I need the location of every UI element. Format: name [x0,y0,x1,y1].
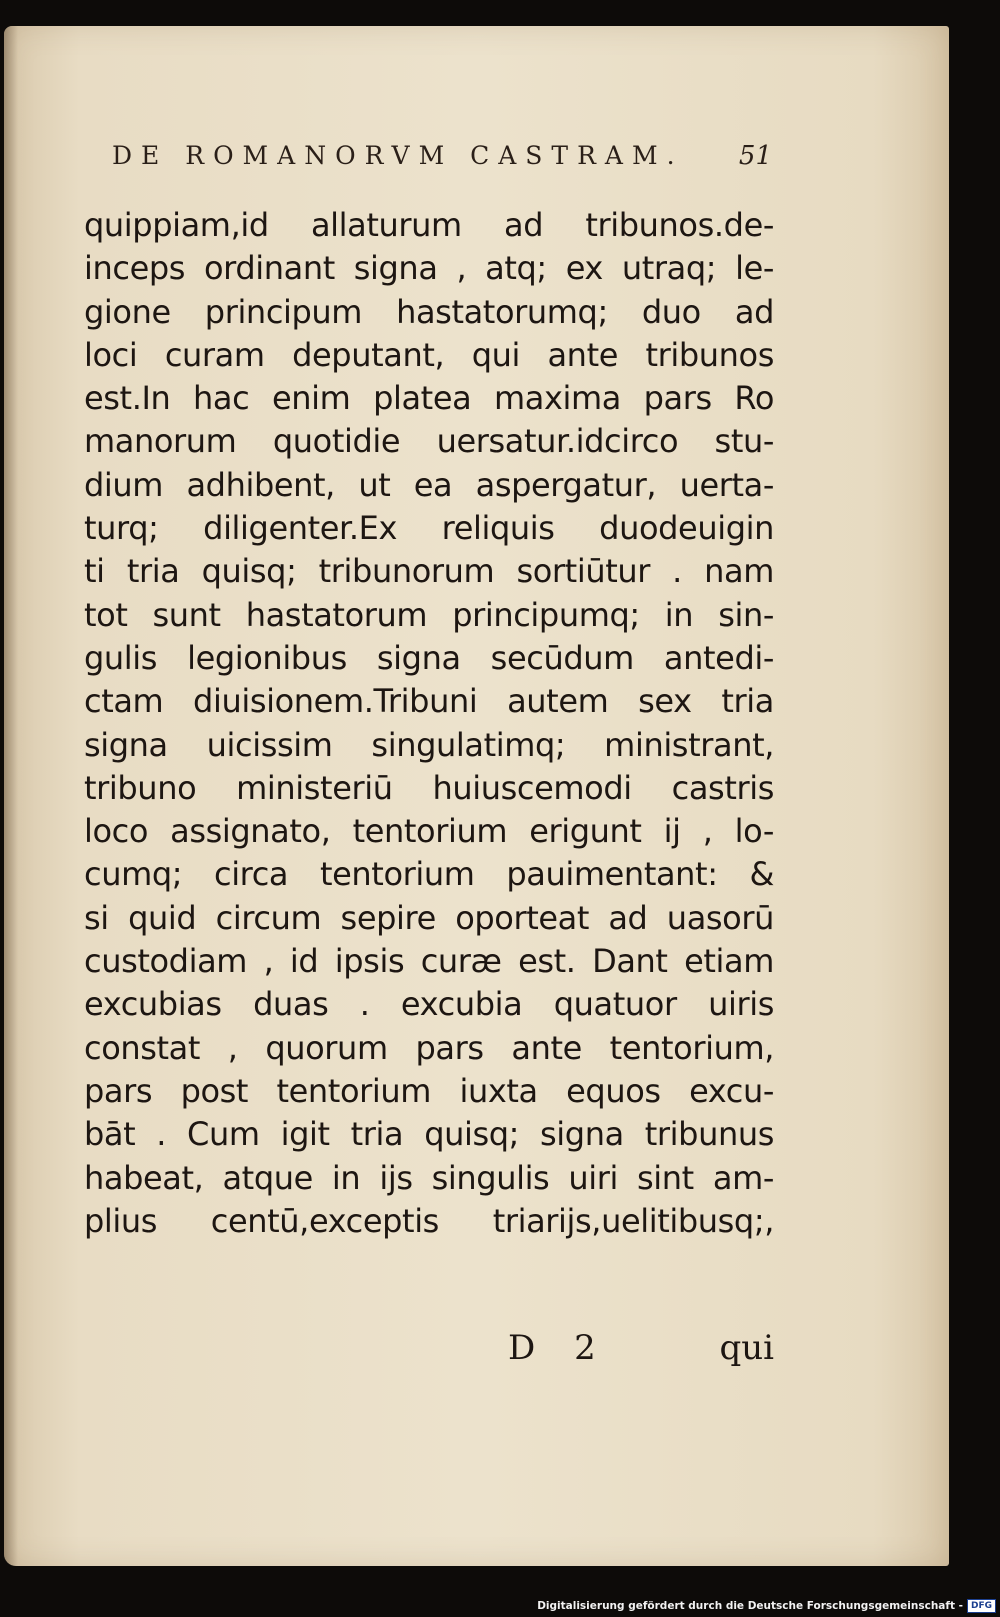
text-line: ti tria quisq; tribunorum sortiūtur . nam [84,552,774,591]
text-line: turq; diligenter.Ex reliquis duodeuigin [84,509,774,548]
digitization-credit [537,1598,996,1614]
text-line: ctam diuisionem.Tribuni autem sex tria [84,682,774,721]
text-line: signa uicissim singulatimq; ministrant, [84,725,774,764]
dfg-logo: DFG [967,1599,996,1613]
folio-number: 51 [738,141,772,171]
text-line: loco assignato, tentorium erigunt ij , lo- [84,812,774,851]
text-line: dium adhibent, ut ea aspergatur, uerta- [84,465,774,504]
text-line: gulis legionibus signa secūdum antedi- [84,638,774,677]
text-line: cumq; circa tentorium pauimentant: & [84,855,774,894]
spine-shadow [4,26,18,1566]
text-line: inceps ordinant signa , atq; ex utraq; le- [84,249,774,288]
catchword: qui [719,1328,774,1368]
text-line: tot sunt hastatorum principumq; in sin- [84,595,774,634]
credit-text: Digitalisierung gefördert durch die Deutsche Forschungsgemeinschaft - [537,1600,963,1612]
signature-mark: D 2 [508,1328,610,1368]
text-line: quippiam,id allaturum ad tribunos.de- [84,206,774,244]
page-header [112,141,772,181]
running-head: DE ROMANORVM CASTRAM. [112,141,684,170]
page-footer [84,1328,774,1373]
text-line: si quid circum sepire oporteat ad uasorū [84,898,774,937]
text-line: manorum quotidie uersatur.idcirco stu- [84,422,774,461]
text-line: loci curam deputant, qui ante tribunos [84,335,774,374]
text-line: excubias duas . excubia quatuor uiris [84,985,774,1024]
text-line: custodiam , id ipsis curæ est. Dant etiam [84,942,774,981]
text-line: gione principum hastatorumq; duo ad [84,292,774,331]
text-line: constat , quorum pars ante tentorium, [84,1028,774,1067]
text-line: est.In hac enim platea maxima pars Ro [84,379,774,418]
text-line: plius centū,exceptis triarijs,uelitibusq;, [84,1201,774,1240]
body-text [84,204,774,1243]
text-line: habeat, atque in ijs singulis uiri sint am- [84,1158,774,1197]
text-line: tribuno ministeriū huiuscemodi castris [84,768,774,807]
book-page [4,26,949,1566]
text-line: bāt . Cum igit tria quisq; signa tribunus [84,1115,774,1154]
text-line: pars post tentorium iuxta equos excu- [84,1071,774,1110]
